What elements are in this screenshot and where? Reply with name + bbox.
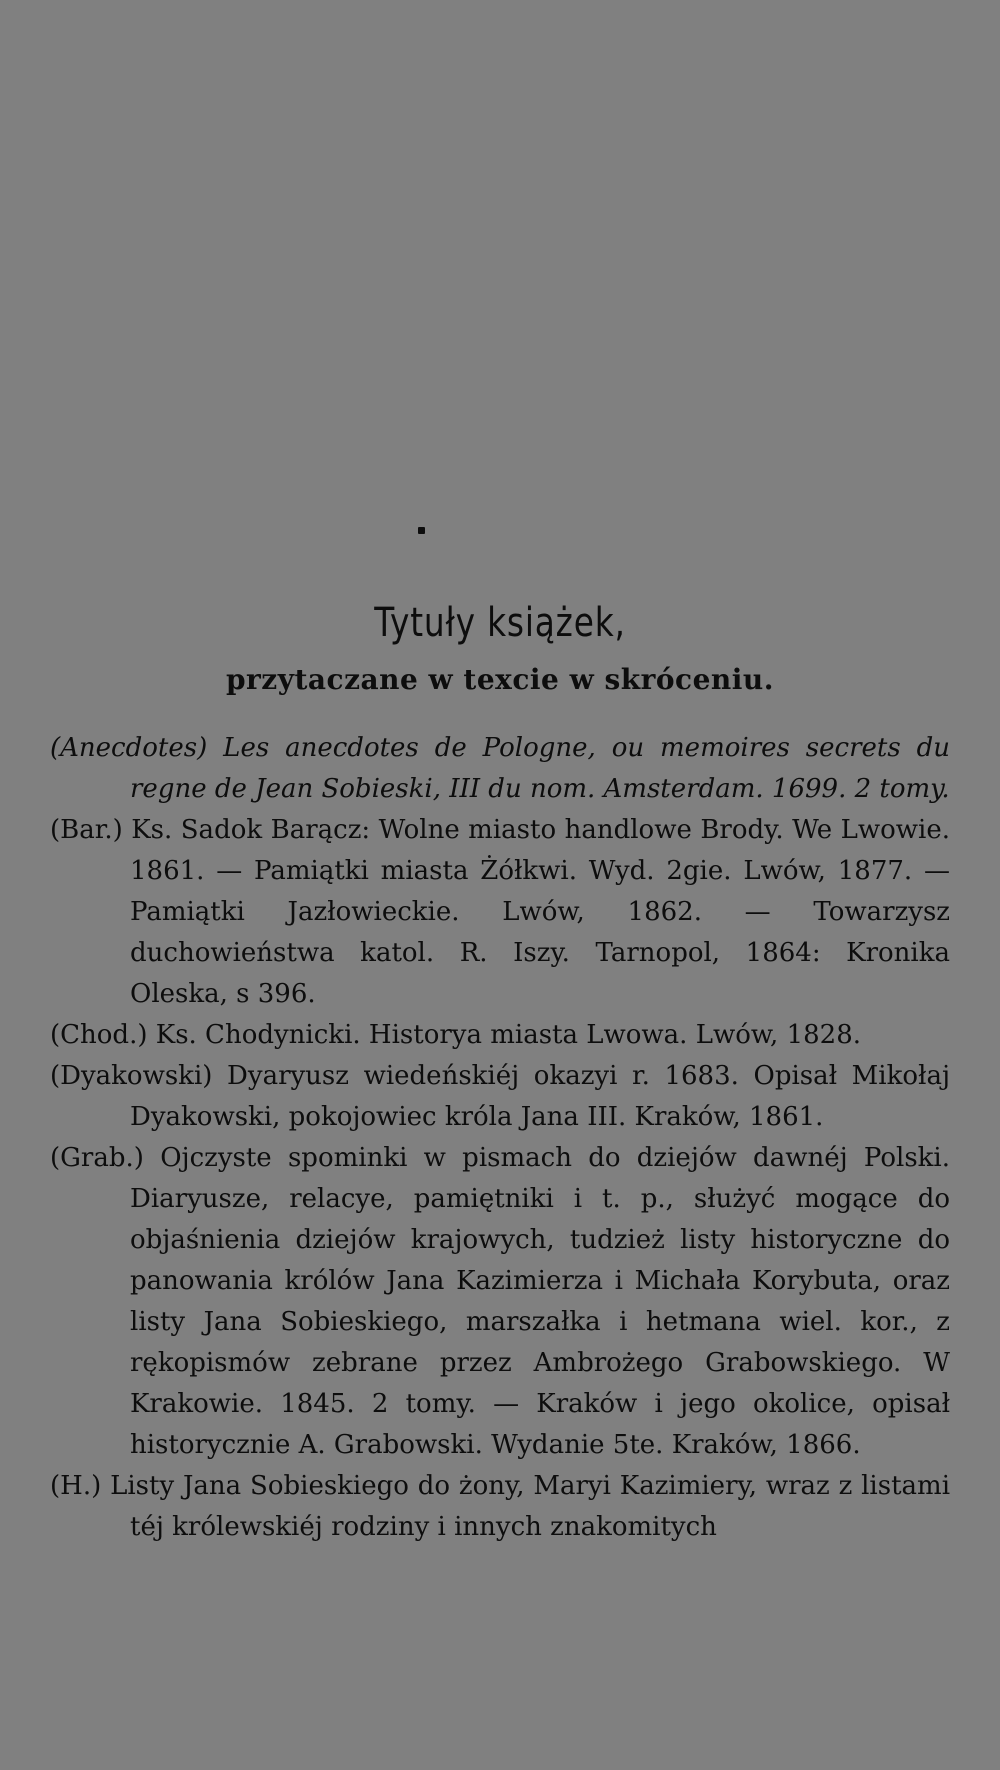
entry-abbreviation: (Grab.) (50, 1143, 144, 1173)
list-item (50, 728, 950, 810)
list-item (50, 1466, 950, 1548)
entry-text: Ojczyste spominki w pismach do dziejów dawnéj Polski. Diaryusze, relacye, pamiętniki i t. p., służyć mogące do objaśnienia dziejów krajowych, tudzież listy historyczne do panowania królów Jana Kazimierza i Michała Korybuta, oraz listy Jana Sobieskiego, marszałka i hetmana wiel. kor., z rękopismów zebrane przez Ambrożego Grabowskiego. W Krakowie. 1845. 2 tomy. — Kraków i jego okolice, opisał historycznie A. Grabowski. Wydanie 5te. Kraków, 1866. (130, 1143, 951, 1460)
entry-abbreviation: (Anecdotes) (50, 733, 208, 763)
list-item (50, 1015, 950, 1056)
entry-abbreviation: (Bar.) (50, 815, 123, 845)
entry-text: Dyaryusz wiedeńskiéj okazyi r. 1683. Opisał Mikołaj Dyakowski, pokojowiec króla Jana III. Kraków, 1861. (130, 1061, 951, 1132)
list-item (50, 1056, 950, 1138)
entry-abbreviation: (Dyakowski) (50, 1061, 213, 1091)
entry-text: Les anecdotes de Pologne, ou memoires secrets du regne de Jean Sobieski, III du nom. Amsterdam. 1699. 2 tomy. (130, 733, 951, 804)
entry-abbreviation: (Chod.) (50, 1020, 148, 1050)
list-item (50, 1138, 950, 1466)
entry-text: Listy Jana Sobieskiego do żony, Maryi Kazimiery, wraz z listami téj królewskiéj rodziny i innych znakomitych (110, 1471, 951, 1542)
list-item (50, 810, 950, 1015)
ink-speck (418, 527, 425, 534)
page-title: Tytuły książek, (374, 600, 626, 646)
page-subtitle: przytaczane w texcie w skróceniu. (225, 663, 775, 696)
entry-text: Ks. Chodynicki. Historya miasta Lwowa. Lwów, 1828. (155, 1020, 862, 1050)
entry-text: Ks. Sadok Barącz: Wolne miasto handlowe Brody. We Lwowie. 1861. — Pamiątki miasta Żółkwi. Wyd. 2gie. Lwów, 1877. — Pamiątki Jazłowieckie. Lwów, 1862. — Towarzysz duchowieństwa katol. R. Iszy. Tarnopol, 1864: Kronika Oleska, s 396. (130, 815, 951, 1009)
abbreviation-list (50, 728, 950, 1548)
entry-abbreviation: (H.) (50, 1471, 102, 1501)
